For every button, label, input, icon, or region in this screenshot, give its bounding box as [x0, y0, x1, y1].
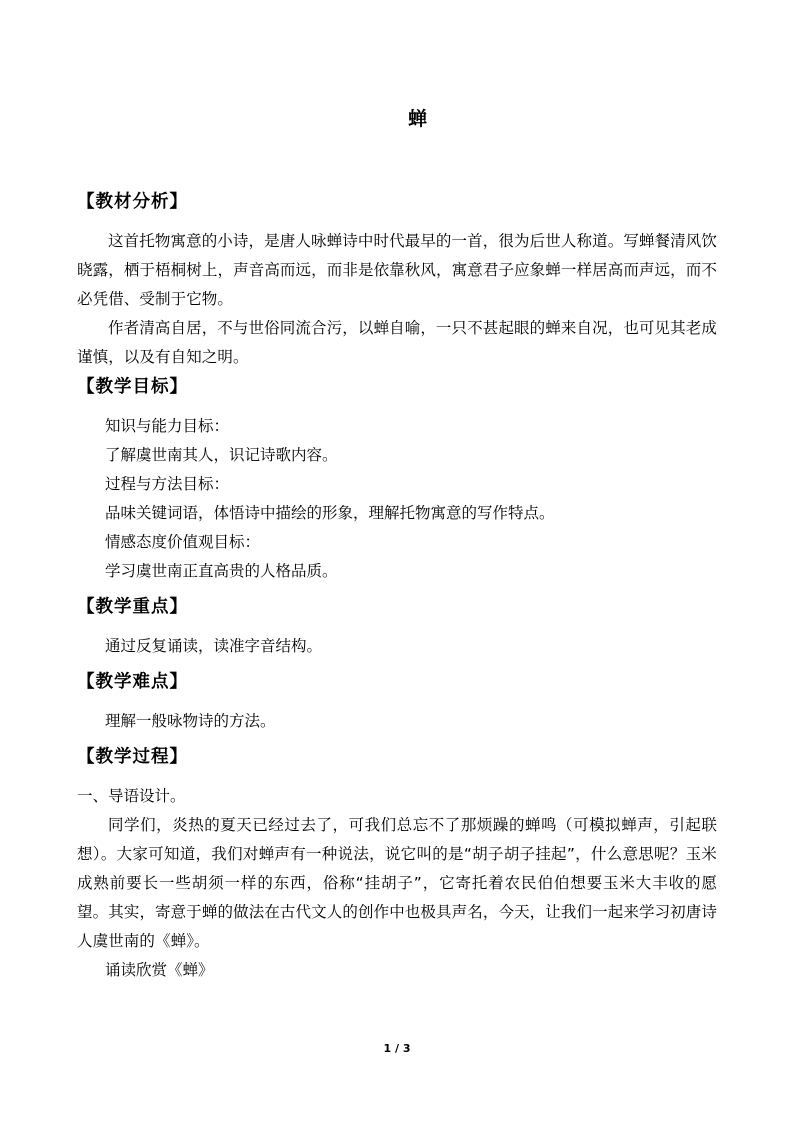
section-heading-difficulties: 【教学难点】: [77, 672, 188, 692]
analysis-paragraph: 作者清高自居，不与世俗同流合污，以蝉自喻，一只不甚起眼的蝉来自况，也可见其老成谨慎，以及有自知之明。: [77, 319, 717, 366]
document-title: 蝉: [407, 108, 428, 130]
section-heading-analysis: 【教材分析】: [77, 192, 188, 212]
goal-line: 了解虞世南其人，识记诗歌内容。: [105, 446, 338, 464]
goal-line: 品味关键词语，体悟诗中描绘的形象，理解托物寓意的写作特点。: [105, 504, 555, 522]
key-point-line: 通过反复诵读，读准字音结构。: [105, 637, 323, 655]
process-paragraph: 同学们，炎热的夏天已经过去了，可我们总忘不了那烦躁的蝉鸣（可模拟蝉声，引起联想）。大家可知道，我们对蝉声有一种说法，说它叫的是“胡子胡子挂起”，什么意思呢？玉米成熟前要长一些胡须一样的东西，俗称“挂胡子”，它寄托着农民伯伯想要玉米大丰收的愿望。其实，寄意于蝉的做法在古代文人的创作中也极具声名，今天，让我们一起来学习初唐诗人虞世南的《蝉》。: [77, 816, 717, 950]
analysis-paragraph: 这首托物寓意的小诗，是唐人咏蝉诗中时代最早的一首，很为后世人称道。写蝉餐清风饮晓露，栖于梧桐树上，声音高而远，而非是依靠秋风，寓意君子应象蝉一样居高而声远，而不必凭借、受制于它物。: [77, 232, 717, 308]
goal-line: 情感态度价值观目标：: [105, 533, 261, 551]
process-step-title: 一、导语设计。: [77, 787, 186, 805]
section-heading-key-points: 【教学重点】: [77, 597, 188, 617]
goal-line: 学习虞世南正直高贵的人格品质。: [105, 562, 338, 580]
section-heading-goals: 【教学目标】: [77, 377, 188, 397]
goal-line: 过程与方法目标：: [105, 475, 230, 493]
section-heading-process: 【教学过程】: [77, 747, 188, 767]
goal-line: 知识与能力目标：: [105, 417, 230, 435]
document-body: [77, 187, 717, 985]
process-reading-line: 诵读欣赏《蝉》: [105, 961, 214, 979]
difficulty-line: 理解一般咏物诗的方法。: [105, 712, 276, 730]
page-number: 1 / 3: [383, 1042, 411, 1055]
